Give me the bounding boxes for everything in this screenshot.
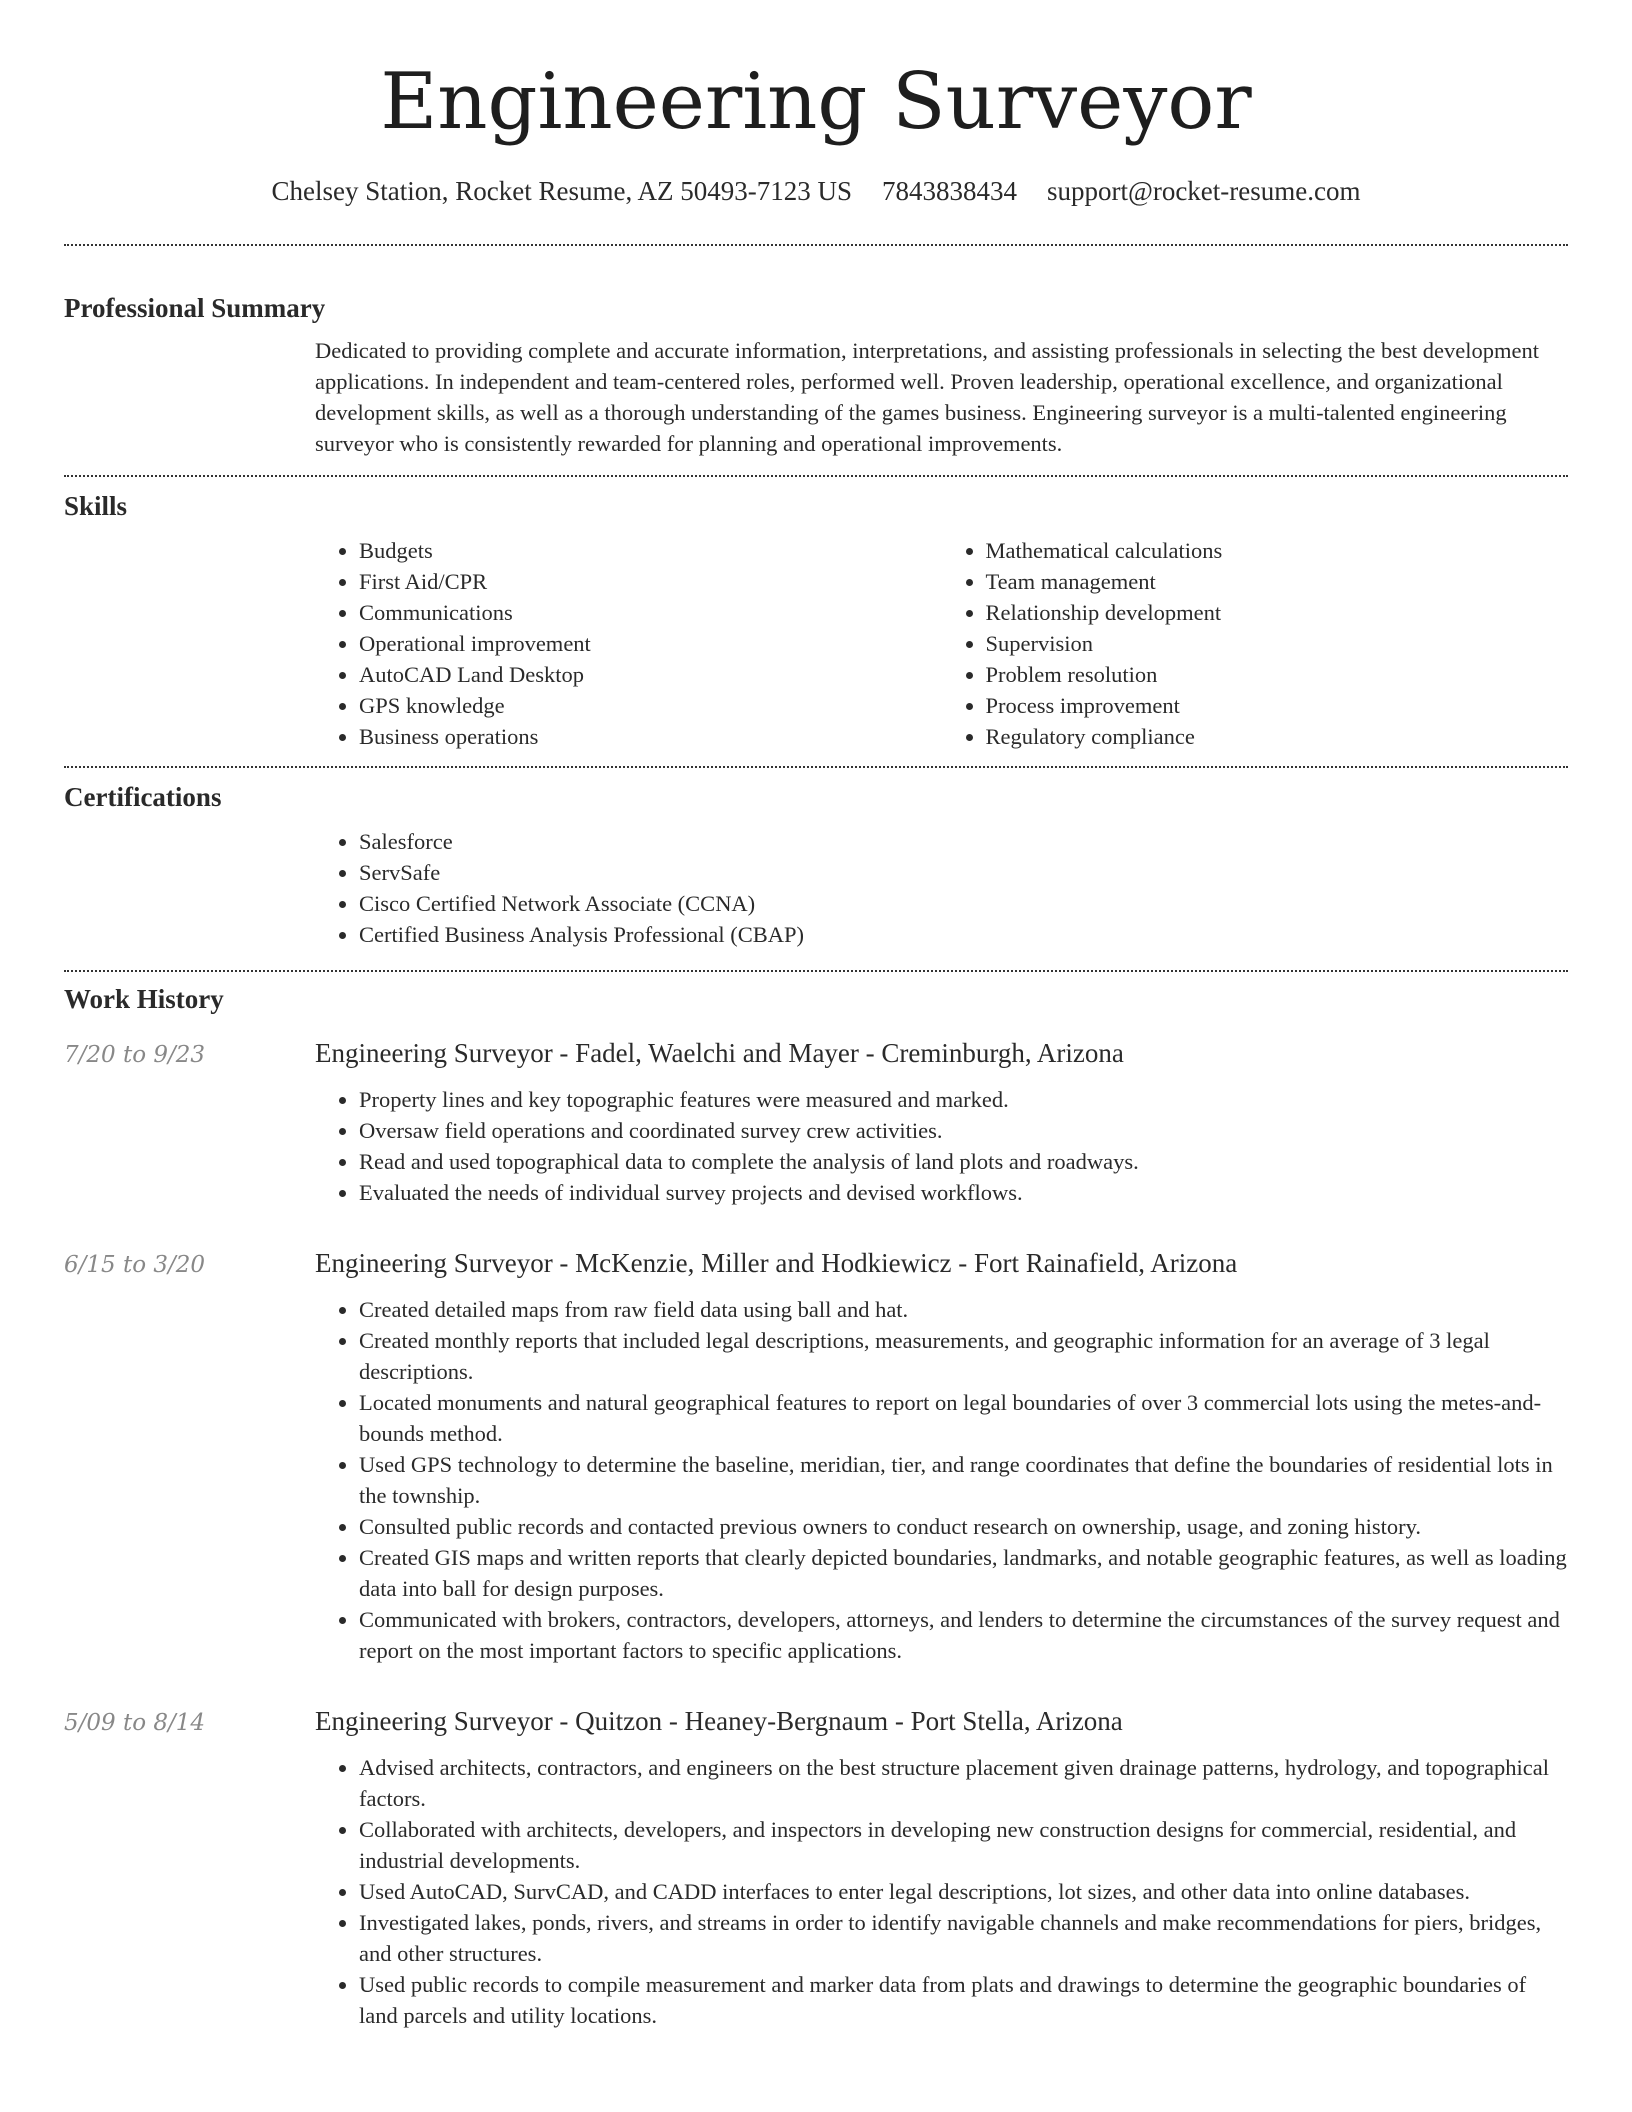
job-bullet: • Evaluated the needs of individual survey projects and devised workflows. bbox=[359, 1177, 1568, 1208]
job-bullet: • Used GPS technology to determine the baseline, meridian, tier, and range coordinates that define the boundaries of residential lots in the township. bbox=[359, 1449, 1568, 1511]
contact-line bbox=[64, 174, 1568, 208]
job-bullets bbox=[315, 1294, 1568, 1666]
summary-divider bbox=[64, 475, 1568, 477]
skills-heading: Skills bbox=[64, 491, 128, 521]
job-entry bbox=[64, 1704, 1568, 2031]
skill-item: • Budgets bbox=[359, 535, 942, 566]
job-bullet: • Created monthly reports that included legal descriptions, measurements, and geographic information for an average of 3 legal descriptions. bbox=[359, 1325, 1568, 1387]
skill-item: • Mathematical calculations bbox=[986, 535, 1569, 566]
job-bullet: • Investigated lakes, ponds, rivers, and streams in order to identify navigable channels and make recommendations for piers, bridges, and other structures. bbox=[359, 1907, 1568, 1969]
skills-divider bbox=[64, 766, 1568, 768]
work-history-heading: Work History bbox=[64, 984, 224, 1014]
skill-item: • Team management bbox=[986, 566, 1569, 597]
skill-item: • GPS knowledge bbox=[359, 690, 942, 721]
summary-text: Dedicated to providing complete and accurate information, interpretations, and assisting professionals in selecting the best development applications. In independent and team-centered roles, performed well. Proven leadership, operational excellence, and organizational development skills, as well as a thorough understanding of the games business. Engineering surveyor is a multi-talented engineering surveyor who is consistently rewarded for planning and operational improvements. bbox=[315, 338, 1540, 456]
job-bullets bbox=[315, 1752, 1568, 2031]
certification-item: • Certified Business Analysis Professional (CBAP) bbox=[359, 919, 1568, 950]
job-bullet: • Located monuments and natural geographical features to report on legal boundaries of over 3 commercial lots using the metes-and-bounds method. bbox=[359, 1387, 1568, 1449]
contact-email: support@rocket-resume.com bbox=[1046, 176, 1361, 206]
certification-item: • Cisco Certified Network Associate (CCNA) bbox=[359, 888, 1568, 919]
certification-item: • Salesforce bbox=[359, 826, 1568, 857]
certification-item: • ServSafe bbox=[359, 857, 1568, 888]
job-bullet: • Created detailed maps from raw field data using ball and hat. bbox=[359, 1294, 1568, 1325]
contact-phone: 7843838434 bbox=[881, 176, 1017, 206]
skill-item: • Supervision bbox=[986, 628, 1569, 659]
skill-item: • Problem resolution bbox=[986, 659, 1569, 690]
job-bullet: • Communicated with brokers, contractors, developers, attorneys, and lenders to determine the circumstances of the survey request and report on the most important factors to specific applications. bbox=[359, 1604, 1568, 1666]
job-bullet: • Oversaw field operations and coordinated survey crew activities. bbox=[359, 1115, 1568, 1146]
header-divider bbox=[64, 244, 1568, 246]
job-bullet: • Read and used topographical data to complete the analysis of land plots and roadways. bbox=[359, 1146, 1568, 1177]
job-dates: 5/09 to 8/14 bbox=[64, 1710, 206, 1736]
certifications-list bbox=[315, 826, 1568, 950]
skill-item: • Business operations bbox=[359, 721, 942, 752]
skills-list-right bbox=[942, 535, 1569, 752]
job-bullet: • Used public records to compile measurement and marker data from plats and drawings to determine the geographic boundaries of land parcels and utility locations. bbox=[359, 1969, 1568, 2031]
job-title: Engineering Surveyor - Quitzon - Heaney-Bergnaum - Port Stella, Arizona bbox=[315, 1706, 1123, 1736]
skill-item: • First Aid/CPR bbox=[359, 566, 942, 597]
certifications-heading: Certifications bbox=[64, 782, 222, 812]
certifications-divider bbox=[64, 970, 1568, 972]
skills-section bbox=[64, 489, 1568, 752]
job-entry bbox=[64, 1246, 1568, 1666]
skill-item: • Relationship development bbox=[986, 597, 1569, 628]
skill-item: • AutoCAD Land Desktop bbox=[359, 659, 942, 690]
work-history-section bbox=[64, 982, 1568, 2031]
candidate-name: Engineering Surveyor bbox=[380, 57, 1252, 147]
skill-item: • Process improvement bbox=[986, 690, 1569, 721]
skill-item: • Regulatory compliance bbox=[986, 721, 1569, 752]
skill-item: • Operational improvement bbox=[359, 628, 942, 659]
summary-heading: Professional Summary bbox=[64, 293, 326, 323]
certifications-section bbox=[64, 780, 1568, 950]
resume-page bbox=[64, 0, 1568, 2031]
job-bullet: • Created GIS maps and written reports that clearly depicted boundaries, landmarks, and notable geographic features, as well as loading data into ball for design purposes. bbox=[359, 1542, 1568, 1604]
job-dates: 6/15 to 3/20 bbox=[64, 1252, 206, 1278]
job-entry bbox=[64, 1036, 1568, 1208]
job-bullet: • Property lines and key topographic features were measured and marked. bbox=[359, 1084, 1568, 1115]
summary-section bbox=[64, 291, 1568, 459]
job-bullet: • Advised architects, contractors, and engineers on the best structure placement given drainage patterns, hydrology, and topographical factors. bbox=[359, 1752, 1568, 1814]
contact-address: Chelsey Station, Rocket Resume, AZ 50493-7123 US bbox=[271, 176, 852, 206]
job-bullet: • Used AutoCAD, SurvCAD, and CADD interfaces to enter legal descriptions, lot sizes, and other data into online databases. bbox=[359, 1876, 1568, 1907]
job-dates: 7/20 to 9/23 bbox=[64, 1042, 206, 1068]
job-bullets bbox=[315, 1084, 1568, 1208]
job-bullet: • Collaborated with architects, developers, and inspectors in developing new construction designs for commercial, residential, and industrial developments. bbox=[359, 1814, 1568, 1876]
job-title: Engineering Surveyor - McKenzie, Miller and Hodkiewicz - Fort Rainafield, Arizona bbox=[315, 1248, 1238, 1278]
job-title: Engineering Surveyor - Fadel, Waelchi and Mayer - Creminburgh, Arizona bbox=[315, 1038, 1124, 1068]
job-bullet: • Consulted public records and contacted previous owners to conduct research on ownership, usage, and zoning history. bbox=[359, 1511, 1568, 1542]
skills-list-left bbox=[315, 535, 942, 752]
skill-item: • Communications bbox=[359, 597, 942, 628]
